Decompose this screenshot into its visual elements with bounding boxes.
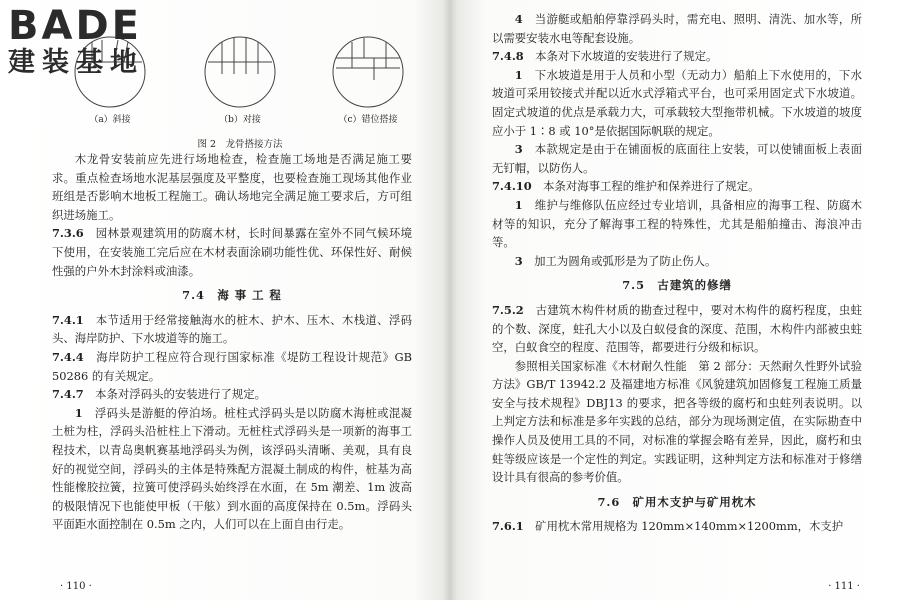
paragraph [52,311,412,348]
paragraph [52,150,412,224]
paragraph [492,252,862,271]
section-heading: 7.6 矿用木支护与矿用枕木 [597,494,757,509]
right-page [454,0,900,600]
paragraph [492,140,862,177]
figure-a-label: （a）斜接 [89,115,131,125]
paragraph-text: 本条对海事工程的维护和保养进行了规定。 [543,179,760,194]
section-number: 7.4.4 [52,349,84,364]
paragraph-text: 下水坡道是用于人员和小型（无动力）船舶上下水使用的，下水坡道可采用铰接式并配以近水式浮箱式平台，也可采用固定式下水坡道。固定式坡道的优点是承载力大，可承载较大型拖带机械。下水坡道的坡度应小于 1∶8 或 10°是依据国际帆联的规定。 [492,67,862,138]
paragraph [492,66,862,140]
section-number: 7.6.1 [492,519,524,534]
item-number: 1 [514,197,523,212]
figure-c-label: （c）错位搭接 [338,115,398,125]
left-body-text [52,150,412,534]
paragraph [492,47,862,66]
butt-joint-diagram [202,34,278,110]
paragraph [52,224,412,280]
section-number: 7.5.2 [492,302,524,317]
paragraph-text: 当游艇或船舶停靠浮码头时，需充电、照明、清洗、加水等，所以需要安装水电等配套设施。 [492,12,862,45]
paragraph-text: 本条对浮码头的安装进行了规定。 [95,387,266,402]
paragraph [52,385,412,404]
paragraph-text: 本款规定是由于在铺面板的底面往上安装，可以使铺面板上表面无钉帽，以防伤人。 [492,142,862,175]
item-number: 3 [514,253,523,268]
paragraph [52,348,412,385]
staggered-lap-joint-diagram [330,34,406,110]
left-page [0,0,446,600]
paragraph-text: 木龙骨安装前应先进行场地检查，检查施工场地是否满足施工要求。重点检查场地水泥基层强度及平整度，也要检查施工现场其他作业班组是否影响木地板工程施工。确认场地完全满足施工要求后，方可组织进场施工。 [52,152,412,222]
paragraph [492,357,862,487]
paragraph [52,404,412,534]
figure-caption: 图 2 龙骨搭接方法 [197,139,283,150]
paragraph [492,177,862,196]
figure-b [190,34,290,125]
paragraph-text: 参照相关国家标准《木材耐久性能 第 2 部分：天然耐久性野外试验方法》GB/T 13942.2 及福建地方标准《风貌建筑加固修复工程施工质量安全与技术规程》DBJ13 的要求，把各等级的腐朽和虫蛀列表说明。以上判定方法和标准是多年实践的总结，部分为现场测定值，在实际勘查中操作人员及使用工具的不同，对标准的掌握会略有差异，因此，腐朽和虫蛀等级应该是一个定性的判定。实践证明，这种判定方法和标准对于修缮设计具有很高的参考价值。 [492,358,862,485]
paragraph-text: 海岸防护工程应符合现行国家标准《堤防工程设计规范》GB 50286 的有关规定。 [52,349,412,383]
section-number: 7.4.10 [492,179,532,194]
section-heading: 7.4 海 事 工 程 [182,288,282,303]
paragraph-text: 古建筑木构件材质的勘查过程中，要对木构件的腐朽程度，虫蛀的个数、深度，蛀孔大小以及白蚁侵食的深度、范围，木构件内部被虫蛀空，白蚁食空的程度、范围等，都要进行分级和标识。 [492,302,862,355]
paragraph [492,196,862,252]
item-number: 1 [514,67,523,82]
item-number: 3 [514,142,523,157]
logo-title: BADE [8,3,142,49]
figure-c [318,34,418,125]
figure-b-label: （b）对接 [219,115,261,125]
section-number: 7.3.6 [52,226,84,241]
paragraph [492,301,862,357]
item-number: 4 [514,12,523,26]
bade-logo [8,3,144,80]
paragraph [492,517,862,536]
section-number: 7.4.8 [492,49,524,64]
section-heading: 7.5 古建筑的修缮 [622,278,732,293]
paragraph-text: 本节适用于经常接触海水的桩木、护木、压木、木栈道、浮码头、海岸防护、下水坡道等的施工。 [52,312,412,346]
logo-subtitle: 建装基地 [8,47,144,78]
paragraph-text: 园林景观建筑用的防腐木材，长时间暴露在室外不同气候环境下使用，在安装施工完后应在木材表面涂刷功能性优、环保性好、耐候性强的户外木封涂料或油漆。 [52,226,412,278]
page-number-left: · 110 · [60,581,92,592]
right-body-text [492,10,862,536]
paragraph-text: 加工为圆角或弧形是为了防止伤人。 [534,253,717,268]
paragraph [492,10,862,47]
paragraph-text: 浮码头是游艇的停泊场。桩柱式浮码头是以防腐木海桩或混凝土桩为柱，浮码头沿桩柱上下滑动。无桩柱式浮码头是一项新的海事工程技术，以青岛奥帆赛基地浮码头为例，该浮码头清晰、美观，具有良好的视觉空间，浮码头的主体是特殊配方混凝土制成的构件，桩基为高性能橡胶拉簧，拉簧可使浮码头始终浮在水面，在 5m 潮差、1m 波高的极限情况下也能使甲板（干舷）到水面的高度保持在 0.5m。浮码头平面距水面控制在 0.5m 之内，人们可以在上面自由行走。 [52,405,412,532]
paragraph-text: 矿用枕木常用规格为 120mm×140mm×1200mm，木支护 [535,519,844,534]
item-number: 1 [74,405,83,420]
section-number: 7.4.7 [52,387,84,402]
page-number-right: · 111 · [828,581,860,592]
paragraph-text: 维护与维修队伍应经过专业培训，具备相应的海事工程、防腐木材等的知识，充分了解海事工程的特殊性，尤其是船舶撞击、海浪冲击等。 [492,197,862,250]
section-number: 7.4.1 [52,312,84,327]
paragraph-text: 本条对下水坡道的安装进行了规定。 [535,49,718,64]
